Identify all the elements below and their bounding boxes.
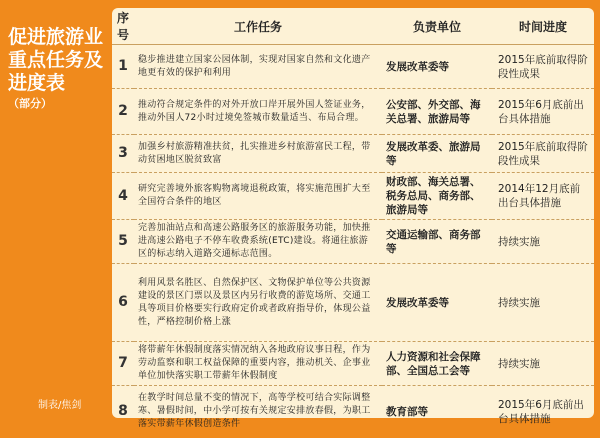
row-unit: 发展改革委、旅游局等 [382, 135, 492, 173]
row-unit: 教育部等 [382, 386, 492, 438]
table-header-row [112, 8, 594, 45]
credit-text: 制表/焦剑 [38, 400, 82, 411]
row-num: 2 [112, 89, 134, 135]
row-time: 2015年底前取得阶段性成果 [492, 135, 594, 173]
table-row [112, 173, 594, 220]
row-time: 持续实施 [492, 264, 594, 342]
row-time: 2015年底前取得阶段性成果 [498, 53, 588, 80]
row-unit: 交通运输部、商务部等 [382, 220, 492, 264]
row-unit: 发展改革委等 [386, 60, 449, 73]
row-unit: 公安部、外交部、海关总署、旅游局等 [382, 89, 492, 135]
row-num: 6 [112, 264, 134, 342]
row-task: 将带薪年休假制度落实情况纳入各地政府议事日程，作为劳动监察和职工权益保障的重要内容，推动机关、企事业单位加快落实职工带薪年休假制度 [134, 342, 382, 386]
row-num: 3 [112, 135, 134, 173]
row-unit: 人力资源和社会保障部、全国总工会等 [382, 342, 492, 386]
table-row [112, 342, 594, 386]
row-time: 2015年6月底前出台具体措施 [492, 386, 594, 438]
row-num: 7 [112, 342, 134, 386]
table-row [112, 220, 594, 264]
table-row [112, 45, 594, 89]
task-table [112, 8, 594, 438]
row-task: 加强乡村旅游精准扶贫，扎实推进乡村旅游富民工程，带动贫困地区脱贫致富 [134, 135, 382, 173]
row-task: 推动符合规定条件的对外开放口岸开展外国人签证业务，推动外国人72小时过境免签城市数量适当、布局合理。 [134, 89, 382, 135]
header-num: 序号 [112, 8, 134, 45]
row-task: 研究完善境外旅客购物离境退税政策，将实施范围扩大至全国符合条件的地区 [134, 173, 382, 220]
row-num: 5 [112, 220, 134, 264]
title-line-1: 促进旅游业 [8, 26, 104, 48]
row-num: 8 [112, 386, 134, 438]
row-num: 4 [112, 173, 134, 220]
header-time: 时间进度 [492, 8, 594, 45]
title-subtitle: （部分） [8, 97, 52, 110]
row-task: 利用风景名胜区、自然保护区、文物保护单位等公共资源建设的景区门票以及景区内另行收费的游览场所、交通工具等项目价格要实行政府定价或者政府指导价，体现公益性，严格控制价格上涨 [134, 264, 382, 342]
table-row [112, 264, 594, 342]
row-task: 在教学时间总量不变的情况下，高等学校可结合实际调整寒、暑假时间，中小学可按有关规定安排放春假，为职工落实带薪年休假创造条件 [134, 386, 382, 438]
row-num: 1 [118, 58, 128, 74]
row-time: 2014年12月底前出台具体措施 [492, 173, 594, 220]
title-line-2: 重点任务及 [8, 49, 104, 71]
title-line-3: 进度表 [8, 72, 66, 94]
row-task: 完善加油站点和高速公路服务区的旅游服务功能，加快推进高速公路电子不停车收费系统(ETC)建设。将通往旅游区的标志纳入道路交通标志范围。 [134, 220, 382, 264]
side-title [8, 26, 108, 111]
task-table-panel [112, 8, 594, 430]
table-row [112, 135, 594, 173]
header-task: 工作任务 [134, 8, 382, 45]
row-task: 稳步推进建立国家公园体制，实现对国家自然和文化遗产地更有效的保护和利用 [138, 54, 371, 78]
row-unit: 财政部、海关总署、税务总局、商务部、旅游局等 [382, 173, 492, 220]
row-unit: 发展改革委等 [382, 264, 492, 342]
row-time: 持续实施 [492, 220, 594, 264]
table-row [112, 386, 594, 438]
header-unit: 负责单位 [382, 8, 492, 45]
row-time: 2015年6月底前出台具体措施 [492, 89, 594, 135]
table-row [112, 89, 594, 135]
row-time: 持续实施 [492, 342, 594, 386]
